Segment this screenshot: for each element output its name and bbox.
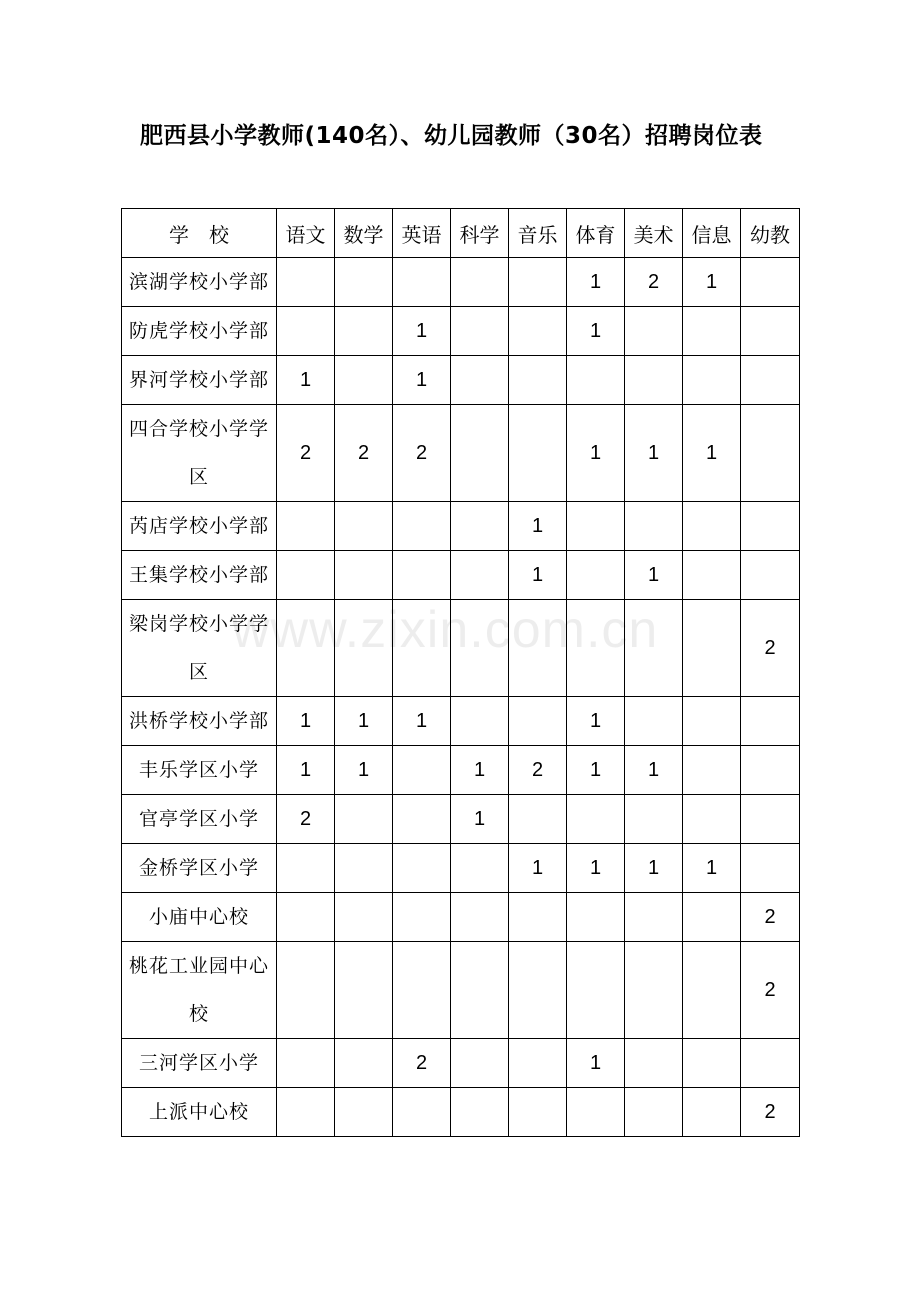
header-art: 美术: [625, 209, 683, 258]
quota-cell: [451, 405, 509, 502]
quota-cell: 1: [567, 1039, 625, 1088]
quota-cell: [509, 307, 567, 356]
quota-cell: [683, 697, 741, 746]
table-row: [122, 551, 800, 600]
school-name-cell: 官亭学区小学: [122, 795, 277, 844]
school-name-cell: 小庙中心校: [122, 893, 277, 942]
quota-cell: [625, 1039, 683, 1088]
quota-cell: [393, 258, 451, 307]
quota-cell: [509, 942, 567, 1039]
quota-cell: [741, 746, 800, 795]
quota-cell: [683, 356, 741, 405]
quota-cell: 1: [567, 844, 625, 893]
quota-cell: [683, 551, 741, 600]
quota-cell: [277, 1088, 335, 1137]
quota-cell: [451, 844, 509, 893]
header-it: 信息: [683, 209, 741, 258]
school-name-cell: 金桥学区小学: [122, 844, 277, 893]
school-name-cell: 四合学校小学学区: [122, 405, 277, 502]
quota-cell: 1: [683, 844, 741, 893]
quota-cell: [393, 502, 451, 551]
table-row: [122, 942, 800, 1039]
quota-cell: [335, 356, 393, 405]
quota-cell: 1: [335, 746, 393, 795]
quota-cell: 1: [567, 746, 625, 795]
quota-cell: [277, 600, 335, 697]
quota-cell: [451, 1088, 509, 1137]
header-pe: 体育: [567, 209, 625, 258]
quota-cell: [683, 795, 741, 844]
quota-cell: [683, 1088, 741, 1137]
table-body: [122, 258, 800, 1137]
quota-cell: 1: [277, 746, 335, 795]
quota-cell: [741, 551, 800, 600]
school-name-cell: 梁岗学校小学学区: [122, 600, 277, 697]
quota-cell: 1: [625, 405, 683, 502]
quota-cell: [741, 697, 800, 746]
quota-cell: [683, 502, 741, 551]
school-name-cell: 芮店学校小学部: [122, 502, 277, 551]
quota-cell: 1: [683, 258, 741, 307]
table-row: [122, 600, 800, 697]
quota-cell: 1: [567, 697, 625, 746]
quota-cell: [509, 1088, 567, 1137]
quota-cell: [683, 600, 741, 697]
quota-cell: 1: [567, 258, 625, 307]
school-name-cell: 丰乐学区小学: [122, 746, 277, 795]
quota-cell: [335, 1039, 393, 1088]
quota-cell: 1: [625, 551, 683, 600]
quota-cell: [567, 551, 625, 600]
table-row: [122, 844, 800, 893]
quota-cell: 2: [393, 405, 451, 502]
quota-cell: 1: [683, 405, 741, 502]
quota-cell: [567, 1088, 625, 1137]
quota-cell: 2: [741, 942, 800, 1039]
quota-cell: [335, 551, 393, 600]
quota-cell: [393, 893, 451, 942]
quota-cell: 2: [741, 1088, 800, 1137]
quota-cell: [277, 893, 335, 942]
school-name-cell: 洪桥学校小学部: [122, 697, 277, 746]
quota-cell: 2: [277, 795, 335, 844]
quota-cell: [277, 502, 335, 551]
quota-cell: 1: [451, 746, 509, 795]
quota-cell: 1: [509, 551, 567, 600]
quota-cell: [567, 893, 625, 942]
quota-cell: [451, 307, 509, 356]
quota-cell: [393, 600, 451, 697]
quota-cell: [625, 307, 683, 356]
quota-cell: [683, 893, 741, 942]
table-row: [122, 893, 800, 942]
quota-cell: [509, 258, 567, 307]
table-row: [122, 502, 800, 551]
quota-cell: 1: [509, 844, 567, 893]
quota-cell: 1: [451, 795, 509, 844]
table-row: [122, 405, 800, 502]
header-school: 学 校: [122, 209, 277, 258]
quota-cell: [683, 746, 741, 795]
quota-cell: [741, 502, 800, 551]
quota-cell: [567, 942, 625, 1039]
school-name-cell: 滨湖学校小学部: [122, 258, 277, 307]
quota-cell: 2: [335, 405, 393, 502]
quota-cell: [741, 795, 800, 844]
quota-cell: [625, 600, 683, 697]
quota-cell: [625, 795, 683, 844]
quota-cell: [335, 844, 393, 893]
quota-cell: 1: [393, 307, 451, 356]
table-row: [122, 1088, 800, 1137]
quota-cell: [741, 307, 800, 356]
quota-cell: [277, 307, 335, 356]
quota-cell: [509, 356, 567, 405]
quota-cell: [335, 258, 393, 307]
quota-cell: [567, 356, 625, 405]
quota-cell: [277, 258, 335, 307]
quota-cell: 1: [567, 405, 625, 502]
quota-cell: [277, 942, 335, 1039]
quota-cell: 1: [277, 356, 335, 405]
quota-cell: 1: [625, 746, 683, 795]
watermark: www.zixin.com.cn: [232, 601, 659, 659]
quota-cell: [509, 600, 567, 697]
quota-cell: 2: [741, 600, 800, 697]
quota-cell: [625, 502, 683, 551]
quota-cell: [393, 942, 451, 1039]
header-row: [122, 209, 800, 258]
quota-cell: [567, 502, 625, 551]
quota-cell: 1: [567, 307, 625, 356]
quota-cell: [451, 697, 509, 746]
quota-cell: [741, 844, 800, 893]
table-row: [122, 795, 800, 844]
quota-cell: [335, 600, 393, 697]
header-science: 科学: [451, 209, 509, 258]
quota-cell: 2: [509, 746, 567, 795]
quota-cell: [625, 356, 683, 405]
quota-cell: [741, 258, 800, 307]
quota-cell: [625, 893, 683, 942]
quota-cell: [451, 356, 509, 405]
quota-cell: [683, 942, 741, 1039]
quota-cell: [277, 844, 335, 893]
quota-cell: [277, 551, 335, 600]
quota-cell: 1: [625, 844, 683, 893]
quota-cell: [741, 405, 800, 502]
quota-cell: [393, 1088, 451, 1137]
quota-cell: [509, 795, 567, 844]
quota-cell: 1: [277, 697, 335, 746]
recruitment-table: [121, 208, 800, 1137]
quota-cell: [683, 1039, 741, 1088]
quota-cell: [393, 844, 451, 893]
quota-cell: [567, 795, 625, 844]
quota-cell: [451, 942, 509, 1039]
quota-cell: [741, 356, 800, 405]
quota-cell: [451, 600, 509, 697]
header-math: 数学: [335, 209, 393, 258]
quota-cell: [393, 795, 451, 844]
quota-cell: [683, 307, 741, 356]
table-row: [122, 746, 800, 795]
quota-cell: [451, 258, 509, 307]
quota-cell: [451, 893, 509, 942]
quota-cell: [567, 600, 625, 697]
school-name-cell: 界河学校小学部: [122, 356, 277, 405]
header-music: 音乐: [509, 209, 567, 258]
school-name-cell: 王集学校小学部: [122, 551, 277, 600]
quota-cell: [393, 551, 451, 600]
quota-cell: [335, 795, 393, 844]
quota-cell: [393, 746, 451, 795]
school-name-cell: 桃花工业园中心校: [122, 942, 277, 1039]
table-row: [122, 1039, 800, 1088]
quota-cell: [335, 942, 393, 1039]
quota-cell: 1: [393, 697, 451, 746]
quota-cell: 2: [741, 893, 800, 942]
table-row: [122, 356, 800, 405]
quota-cell: 1: [509, 502, 567, 551]
quota-cell: [625, 697, 683, 746]
quota-cell: [451, 502, 509, 551]
table-row: [122, 307, 800, 356]
table-row: [122, 258, 800, 307]
quota-cell: [277, 1039, 335, 1088]
school-name-cell: 三河学区小学: [122, 1039, 277, 1088]
quota-cell: 1: [335, 697, 393, 746]
quota-cell: [509, 893, 567, 942]
quota-cell: [625, 1088, 683, 1137]
quota-cell: [451, 551, 509, 600]
table-row: [122, 697, 800, 746]
quota-cell: [625, 942, 683, 1039]
quota-cell: 1: [393, 356, 451, 405]
quota-cell: [509, 405, 567, 502]
school-name-cell: 防虎学校小学部: [122, 307, 277, 356]
header-english: 英语: [393, 209, 451, 258]
quota-cell: [335, 1088, 393, 1137]
quota-cell: [509, 697, 567, 746]
quota-cell: [741, 1039, 800, 1088]
header-preschool: 幼教: [741, 209, 800, 258]
quota-cell: 2: [393, 1039, 451, 1088]
school-name-cell: 上派中心校: [122, 1088, 277, 1137]
quota-cell: [335, 893, 393, 942]
quota-cell: [335, 307, 393, 356]
header-chinese: 语文: [277, 209, 335, 258]
quota-cell: [335, 502, 393, 551]
quota-cell: [509, 1039, 567, 1088]
quota-cell: [451, 1039, 509, 1088]
document-title: 肥西县小学教师(140名）、幼儿园教师（30名）招聘岗位表: [140, 123, 763, 149]
quota-cell: 2: [277, 405, 335, 502]
quota-cell: 2: [625, 258, 683, 307]
